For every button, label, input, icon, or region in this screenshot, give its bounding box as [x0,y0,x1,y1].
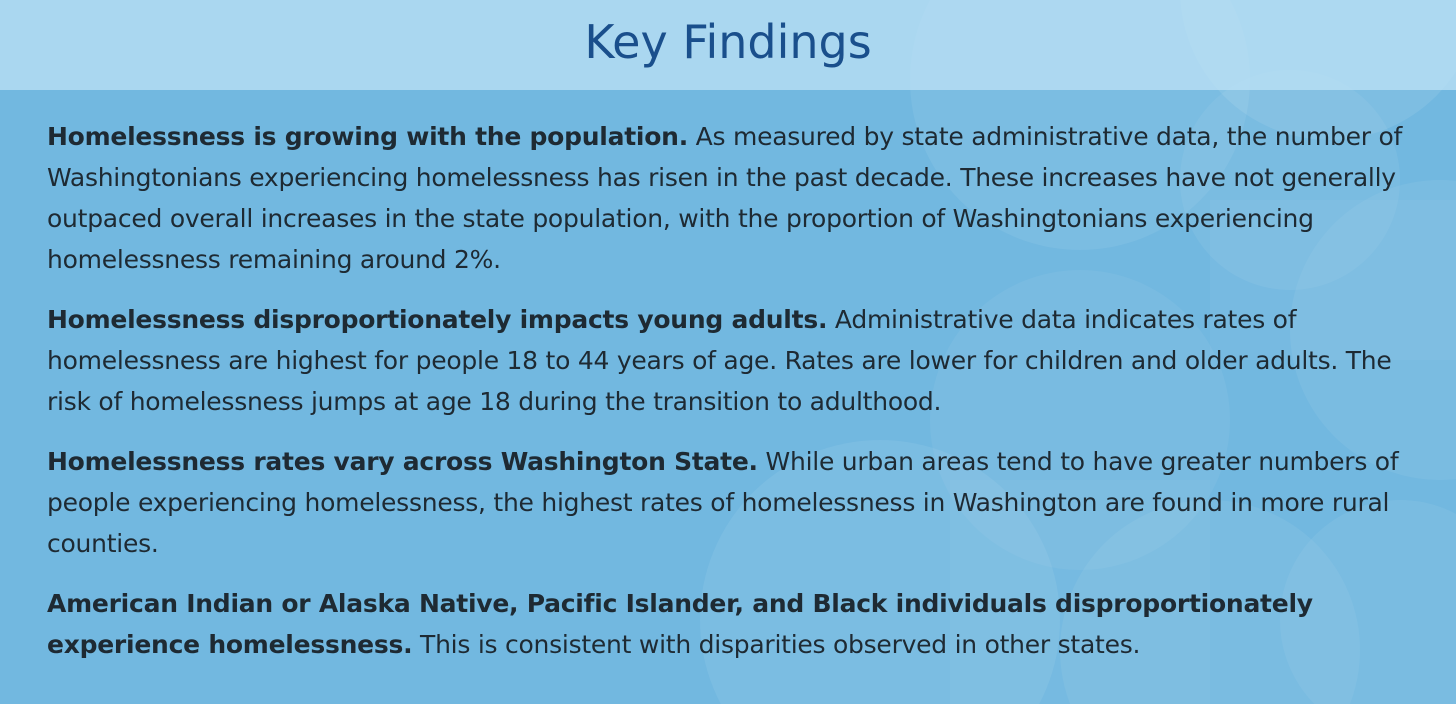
page-title: Key Findings [584,15,872,69]
finding-item [47,583,1432,665]
finding-text: Administrative data indicates rates of homelessness are highest for people 18 to 44 years of age. Rates are lower for children and older adults. The risk of homelessness jumps at age 18 during the transition to adulthood. [47,305,1392,416]
finding-text: This is consistent with disparities observed in other states. [420,630,1141,659]
finding-item [47,116,1432,280]
finding-item [47,441,1432,564]
finding-heading: Homelessness rates vary across Washington State. [47,447,758,476]
finding-item [47,299,1432,422]
header-band [0,0,1456,90]
finding-heading: Homelessness is growing with the population. [47,122,688,151]
finding-heading: Homelessness disproportionately impacts young adults. [47,305,828,334]
findings-list [47,116,1432,684]
finding-text: As measured by state administrative data, the number of Washingtonians experiencing homelessness has risen in the past decade. These increases have not generally outpaced overall increases in the state population, with the proportion of Washingtonians experiencing homelessness remaining around 2%. [47,122,1403,274]
finding-heading: American Indian or Alaska Native, Pacific Islander, and Black individuals disproportionately experience homelessness. [47,589,1313,659]
finding-text: While urban areas tend to have greater numbers of people experiencing homelessness, the highest rates of homelessness in Washington are found in more rural counties. [47,447,1399,558]
